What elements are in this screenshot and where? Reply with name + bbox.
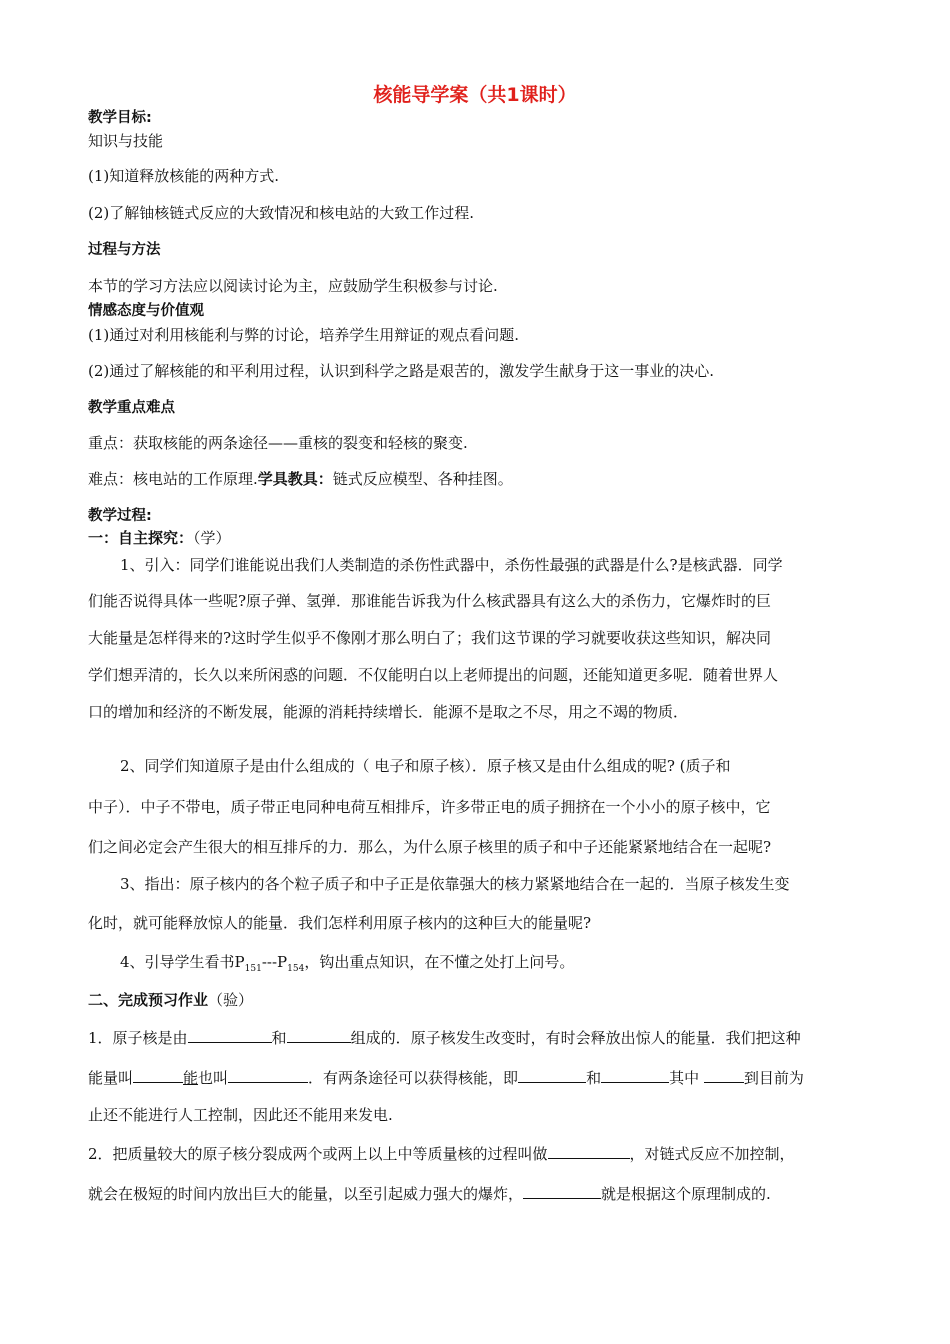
page-end: 154	[287, 964, 305, 974]
q1-text-f: 也叫	[198, 1069, 229, 1087]
emotion-label: 情感态度与价值观	[88, 303, 204, 319]
knowledge-item-2: (2)了解铀核链式反应的大致情况和核电站的大致工作过程.	[88, 204, 475, 222]
q1-text-j: 到目前为	[743, 1069, 804, 1087]
q1-blank-5[interactable]	[518, 1066, 586, 1083]
goals-heading: 教学目标:	[88, 110, 152, 126]
q2-text-b: ，对链式反应不加控制，	[629, 1145, 795, 1163]
para4-line	[120, 952, 865, 979]
q1-text-d: 能量叫	[88, 1069, 134, 1087]
q1-text-a: 1．原子核是由	[88, 1029, 188, 1047]
q1-blank-7[interactable]	[704, 1066, 744, 1083]
q2-text-c: 就会在极短的时间内放出巨大的能量，以至引起威力强大的爆炸，	[88, 1185, 524, 1203]
q1-text-c: 组成的．原子核发生改变时，有时会释放出惊人的能量．我们把这种	[350, 1029, 801, 1047]
page-title: 核能导学案（共1课时）	[373, 84, 577, 106]
q2-blank-2[interactable]	[523, 1182, 601, 1199]
para4-pre: 4、引导学生看书P	[120, 953, 245, 971]
para1-line-3: 大能量是怎样得来的?这时学生似乎不像刚才那么明白了；我们这节课的学习就要收获这些知识，解决同	[88, 629, 772, 647]
key-difficulty	[88, 469, 863, 489]
process-method-text: 本节的学习方法应以阅读讨论为主，应鼓励学生积极参与讨论.	[88, 277, 498, 295]
question-1-line-1	[88, 1026, 863, 1048]
para4-post: ，钩出重点知识，在不懂之处打上问号。	[304, 953, 575, 971]
question-2-line-2	[88, 1182, 863, 1204]
para3-line-1: 3、指出：原子核内的各个粒子质子和中子正是依靠强大的核力紧紧地结合在一起的．当原子核发生变	[120, 875, 790, 893]
difficulty-text: 难点：核电站的工作原理.	[88, 470, 258, 488]
para3-line-2: 化时，就可能释放惊人的能量．我们怎样利用原子核内的这种巨大的能量呢?	[88, 914, 592, 932]
q1-blank-2[interactable]	[287, 1026, 351, 1043]
process-heading: 教学过程:	[88, 508, 152, 524]
para1-line-5: 口的增加和经济的不断发展，能源的消耗持续增长．能源不是取之不尽，用之不竭的物质．	[88, 703, 689, 721]
question-1-line-3: 止还不能进行人工控制，因此还不能用来发电.	[88, 1106, 393, 1124]
question-1-line-2	[88, 1066, 863, 1088]
q1-text-e: 能	[183, 1069, 199, 1087]
question-2-line-1	[88, 1142, 863, 1164]
key-focus: 重点：获取核能的两条途径——重核的裂变和轻核的聚变.	[88, 434, 468, 452]
tools-text: 链式反应模型、各种挂图。	[332, 470, 513, 488]
q1-text-i: 其中	[669, 1069, 704, 1087]
page-start: 151	[244, 964, 262, 974]
q1-text-g: ．有两条途径可以获得核能，即	[308, 1069, 519, 1087]
part1-line	[88, 528, 863, 548]
q2-text-d: 就是根据这个原理制成的.	[601, 1185, 771, 1203]
para2-line-3: 们之间必定会产生很大的相互排斥的力．那么，为什么原子核里的质子和中子还能紧紧地结合在一起呢?	[88, 838, 772, 856]
q2-text-a: 2．把质量较大的原子核分裂成两个或两上以上中等质量核的过程叫做	[88, 1145, 548, 1163]
para4-mid: ---P	[261, 953, 288, 971]
part2-line	[88, 990, 863, 1010]
part2-note: （验）	[208, 991, 254, 1009]
knowledge-label: 知识与技能	[88, 132, 164, 150]
para1-line-4: 学们想弄清的，长久以来所闲惑的问题．不仅能明白以上老师提出的问题，还能知道更多呢．随着世界人	[88, 666, 779, 684]
part1-note: （学）	[193, 529, 231, 547]
tools-label: 学具教具：	[257, 470, 333, 488]
process-method-label: 过程与方法	[88, 242, 161, 258]
knowledge-item-1: (1)知道释放核能的两种方式.	[88, 167, 280, 185]
q1-blank-6[interactable]	[601, 1066, 669, 1083]
para2-line-1: 2、同学们知道原子是由什么组成的（ 电子和原子核）．原子核又是由什么组成的呢? (质子和	[120, 757, 731, 775]
q1-text-h: 和	[586, 1069, 602, 1087]
q1-blank-3[interactable]	[133, 1066, 183, 1083]
q1-blank-4[interactable]	[228, 1066, 308, 1083]
q2-blank-1[interactable]	[548, 1142, 630, 1159]
para1-line-1: 1、引入：同学们谁能说出我们人类制造的杀伤性武器中，杀伤性最强的武器是什么?是核武器．同学	[120, 556, 783, 574]
para1-line-2: 们能否说得具体一些呢?原子弹、氢弹．那谁能告诉我为什么核武器具有这么大的杀伤力，它爆炸时的巨	[88, 592, 772, 610]
part1-label: 一：自主探究：	[88, 529, 194, 547]
key-points-heading: 教学重点难点	[88, 400, 175, 416]
q1-blank-1[interactable]	[188, 1026, 272, 1043]
emotion-item-1: (1)通过对利用核能利与弊的讨论，培养学生用辩证的观点看问题.	[88, 326, 520, 344]
para2-line-2: 中子）．中子不带电，质子带正电同种电荷互相排斥，许多带正电的质子拥挤在一个小小的原子核中，它	[88, 798, 771, 816]
q1-text-b: 和	[271, 1029, 287, 1047]
emotion-item-2: (2)通过了解核能的和平利用过程，认识到科学之路是艰苦的，激发学生献身于这一事业的决心.	[88, 362, 715, 380]
part2-label: 二、完成预习作业	[88, 991, 209, 1009]
